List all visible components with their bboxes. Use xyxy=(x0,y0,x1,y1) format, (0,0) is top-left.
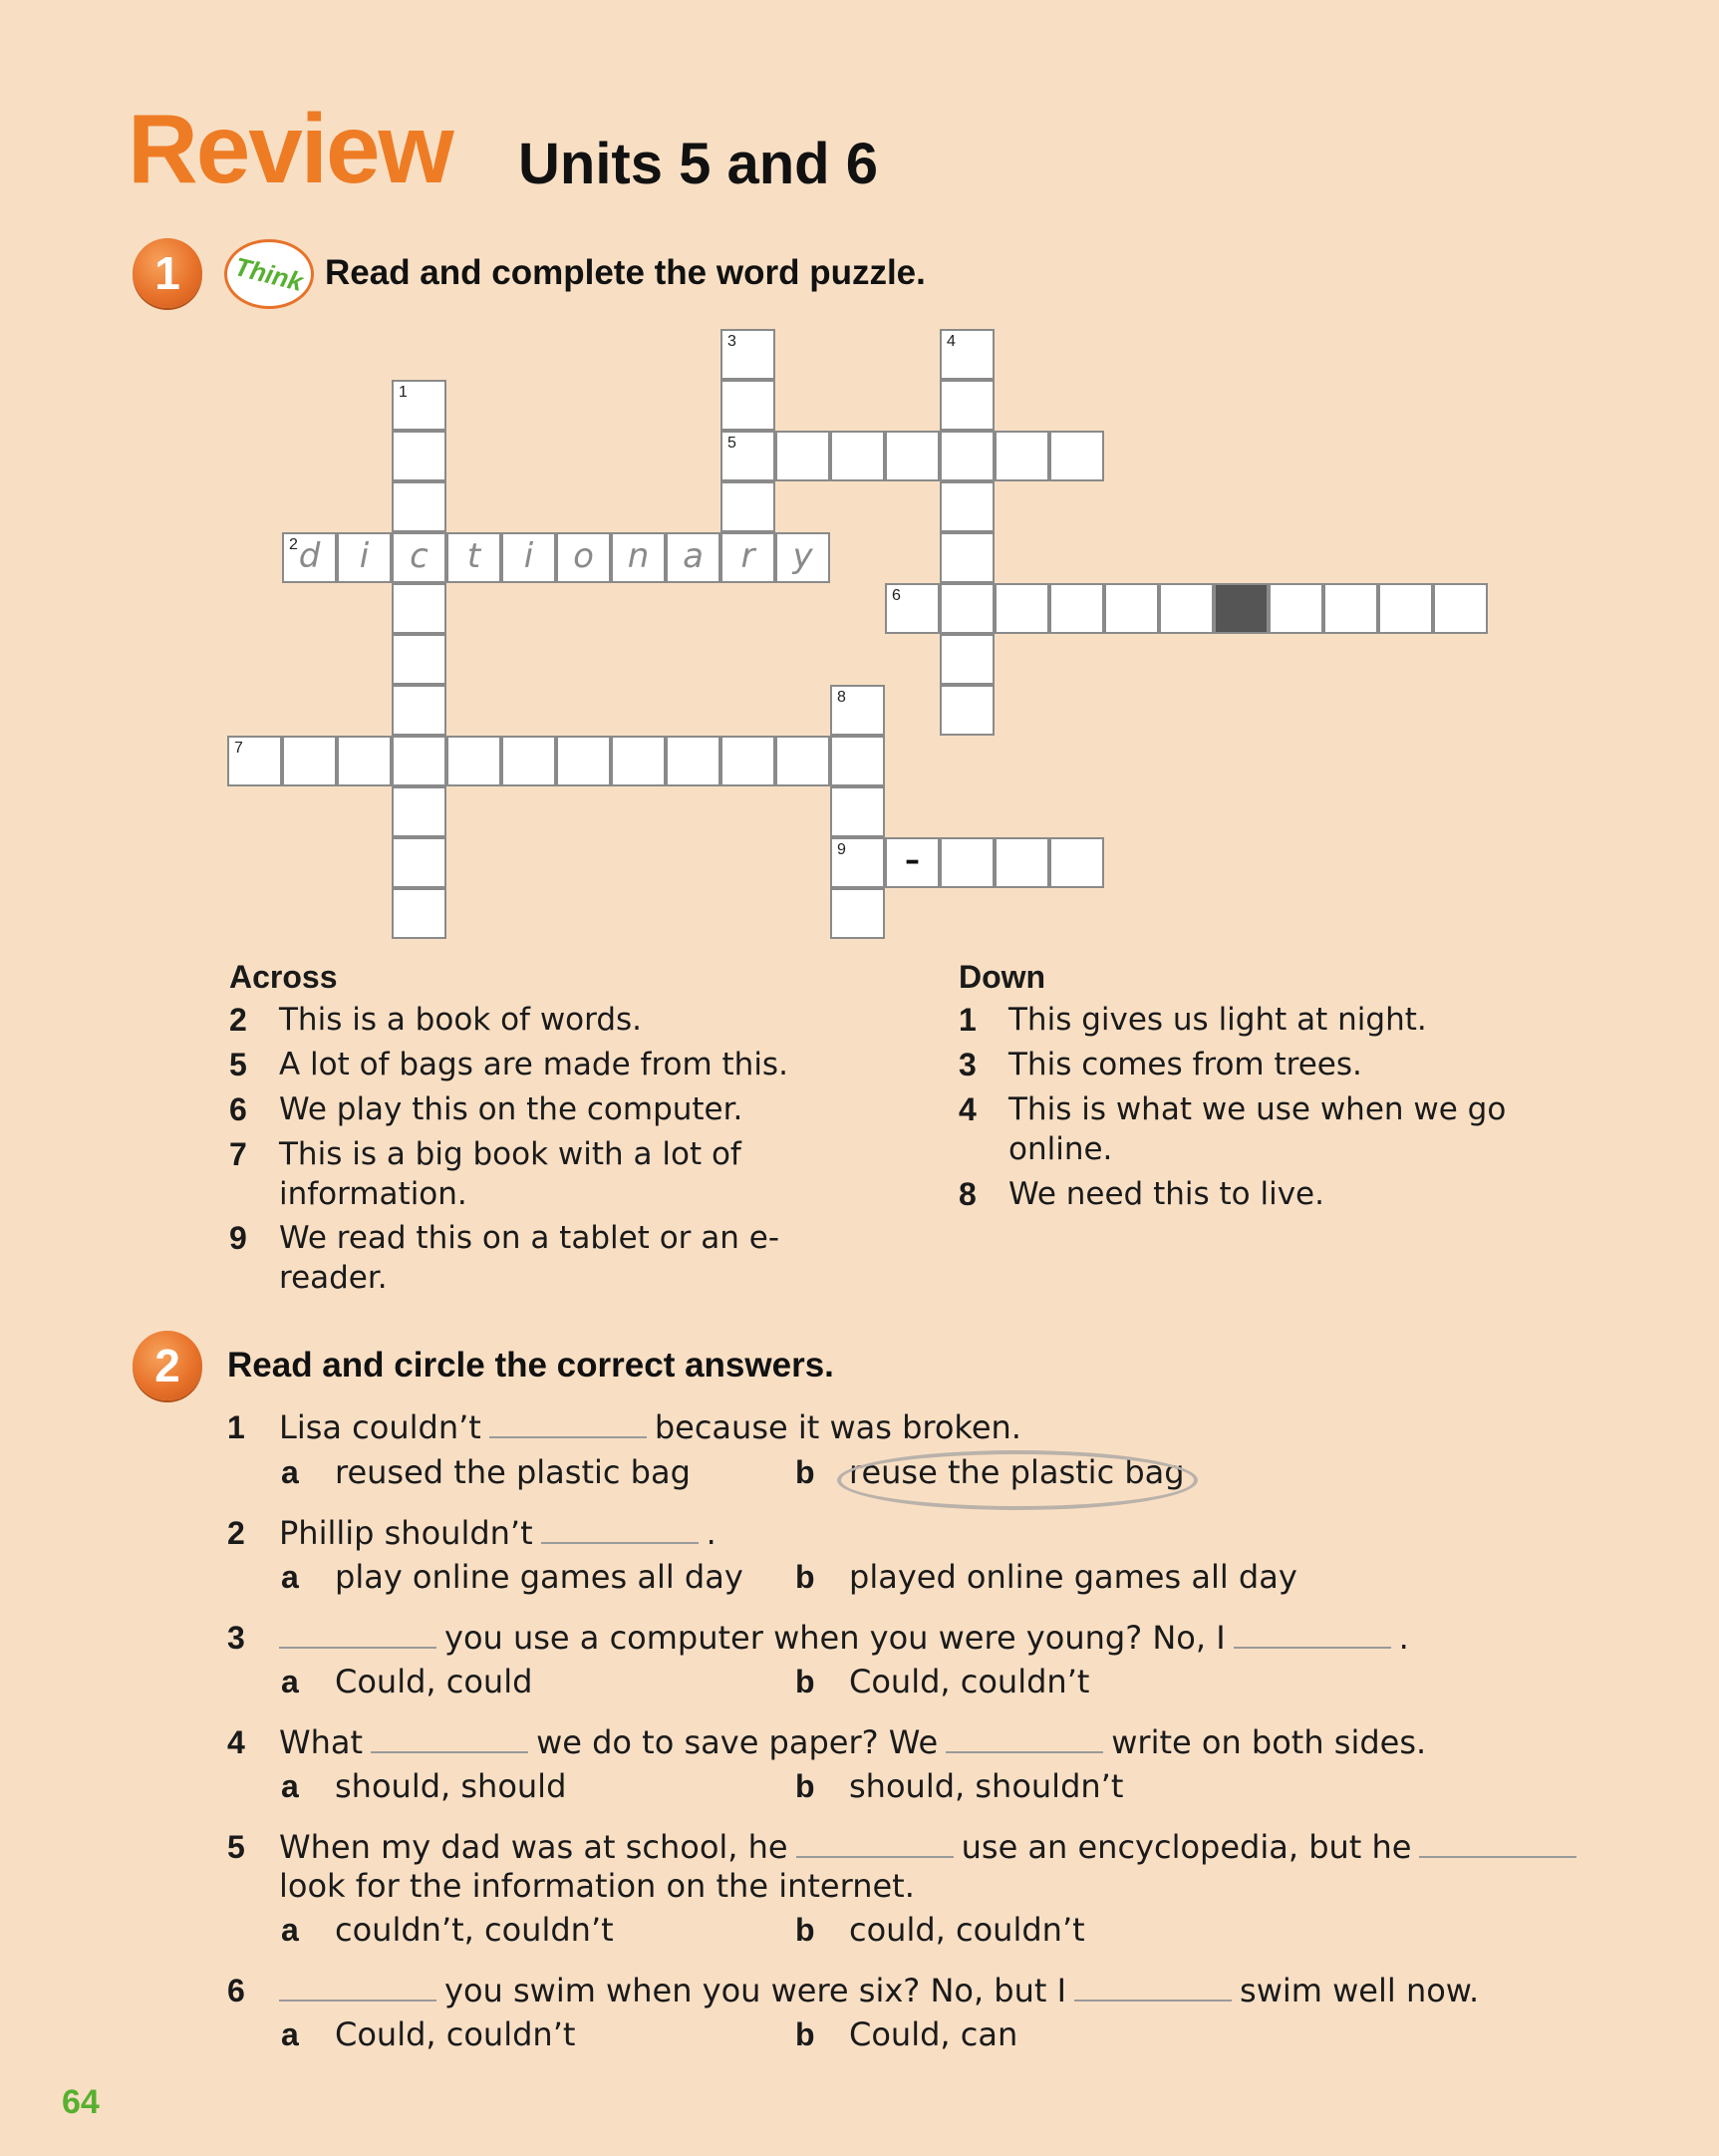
option-letter: b xyxy=(795,1912,815,1948)
crossword-cell[interactable] xyxy=(940,634,995,685)
question-number: 2 xyxy=(227,1515,245,1551)
exercise-1-instruction: Read and complete the word puzzle. xyxy=(325,253,926,292)
crossword-cell[interactable] xyxy=(940,380,995,431)
crossword-cell[interactable] xyxy=(392,837,446,888)
clue-text: This is a big book with a lot of information. xyxy=(279,1136,741,1212)
question xyxy=(227,1618,1409,1658)
crossword-cell[interactable] xyxy=(392,583,446,634)
crossword-cell[interactable] xyxy=(1049,837,1104,888)
crossword-letter: t xyxy=(466,536,481,576)
option-text: Could, couldn’t xyxy=(335,2015,576,2053)
option-letter: a xyxy=(281,1912,299,1948)
crossword-cell[interactable] xyxy=(337,736,392,786)
question-text: What xyxy=(279,1723,364,1761)
crossword-cell[interactable] xyxy=(556,532,611,583)
question-number: 6 xyxy=(227,1973,245,2008)
crossword-cell[interactable] xyxy=(775,736,830,786)
question-text: . xyxy=(1398,1619,1409,1657)
answer-blank[interactable] xyxy=(541,1542,699,1544)
crossword-cell[interactable] xyxy=(885,837,940,888)
option-text: Could, can xyxy=(849,2015,1018,2053)
clue-text: We play this on the computer. xyxy=(279,1091,743,1127)
crossword-cell[interactable] xyxy=(1159,583,1214,634)
question xyxy=(227,1722,1426,1762)
option-text: Could, couldn’t xyxy=(849,1663,1090,1700)
crossword-cell[interactable] xyxy=(282,532,337,583)
across-heading: Across xyxy=(229,959,338,995)
crossword-cell[interactable] xyxy=(392,685,446,736)
crossword-cell[interactable] xyxy=(392,786,446,837)
clue-text: This is a book of words. xyxy=(279,1002,643,1038)
crossword-cell[interactable] xyxy=(830,888,885,939)
answer-blank[interactable] xyxy=(279,1647,436,1649)
crossword-cell[interactable] xyxy=(1323,583,1378,634)
crossword-cell[interactable] xyxy=(337,532,392,583)
answer-blank[interactable] xyxy=(489,1436,647,1438)
crossword-cell[interactable] xyxy=(1049,431,1104,481)
crossword-clue-number: 7 xyxy=(234,740,243,757)
exercise-1-number: 1 xyxy=(133,238,202,308)
crossword-cell[interactable] xyxy=(885,431,940,481)
question-number: 4 xyxy=(227,1724,245,1760)
question-number: 3 xyxy=(227,1620,245,1656)
units-subtitle: Units 5 and 6 xyxy=(518,132,878,196)
question-text: swim well now. xyxy=(1240,1972,1480,2009)
clue-text: This is what we use when we go online. xyxy=(1008,1091,1507,1167)
question-continuation: look for the information on the internet. xyxy=(279,1867,915,1905)
option-letter: a xyxy=(281,1454,299,1490)
clue-number: 8 xyxy=(959,1176,977,1212)
question-text: Lisa couldn’t xyxy=(279,1408,481,1446)
crossword-cell[interactable] xyxy=(775,431,830,481)
clue-number: 4 xyxy=(959,1091,977,1127)
clue-text: A lot of bags are made from this. xyxy=(279,1047,788,1082)
crossword-blocked-cell xyxy=(1214,583,1269,634)
option-letter: a xyxy=(281,1664,299,1699)
crossword-cell[interactable] xyxy=(720,329,775,380)
crossword-cell[interactable] xyxy=(1433,583,1488,634)
exercise-2-instruction: Read and circle the correct answers. xyxy=(227,1346,834,1385)
question xyxy=(227,1513,716,1553)
clue-text: We read this on a tablet or an e-reader. xyxy=(279,1220,780,1296)
clue-text: We need this to live. xyxy=(1008,1176,1324,1212)
crossword-letter: r xyxy=(740,536,755,576)
crossword-cell[interactable] xyxy=(1378,583,1433,634)
crossword-cell[interactable] xyxy=(830,837,885,888)
crossword-cell[interactable] xyxy=(720,431,775,481)
clue-number: 2 xyxy=(229,1002,247,1038)
down-clue xyxy=(959,1089,1557,1169)
crossword-letter: i xyxy=(359,536,370,576)
across-clue xyxy=(229,1218,787,1298)
question-text: you swim when you were six? No, but I xyxy=(444,1972,1067,2009)
crossword-cell[interactable] xyxy=(392,481,446,532)
crossword-cell[interactable] xyxy=(392,380,446,431)
crossword-clue-number: 5 xyxy=(727,435,736,452)
question xyxy=(227,1971,1479,2010)
question-text: use an encyclopedia, but he xyxy=(961,1828,1412,1866)
crossword-cell[interactable] xyxy=(446,532,501,583)
option-letter: b xyxy=(795,1768,815,1804)
clue-number: 5 xyxy=(229,1047,247,1082)
option-text: couldn’t, couldn’t xyxy=(335,1911,614,1949)
crossword-cell[interactable] xyxy=(1104,583,1159,634)
down-clue xyxy=(959,1174,1557,1214)
crossword-cell[interactable] xyxy=(556,736,611,786)
crossword-cell[interactable] xyxy=(830,786,885,837)
question xyxy=(227,1407,1021,1447)
crossword-cell[interactable] xyxy=(940,685,995,736)
crossword-clue-number: 1 xyxy=(399,384,408,401)
crossword-cell[interactable] xyxy=(227,736,282,786)
crossword-cell[interactable] xyxy=(392,431,446,481)
crossword-cell[interactable] xyxy=(720,532,775,583)
question-text: because it was broken. xyxy=(654,1408,1021,1446)
crossword-clue-number: 9 xyxy=(837,841,846,858)
crossword-cell[interactable] xyxy=(1269,583,1323,634)
crossword-cell[interactable] xyxy=(501,736,556,786)
crossword-cell[interactable] xyxy=(611,736,666,786)
crossword-cell[interactable] xyxy=(940,481,995,532)
clue-number: 6 xyxy=(229,1091,247,1127)
across-clue xyxy=(229,1089,867,1129)
answer-blank[interactable] xyxy=(1074,2000,1232,2002)
crossword-cell[interactable] xyxy=(940,837,995,888)
across-clue xyxy=(229,1134,787,1214)
crossword-letter: c xyxy=(410,536,429,576)
across-clue xyxy=(229,1045,867,1084)
crossword-cell[interactable] xyxy=(830,431,885,481)
answer-blank[interactable] xyxy=(1419,1856,1576,1858)
option-letter: a xyxy=(281,2016,299,2052)
crossword-letter: d xyxy=(298,536,321,576)
crossword-cell[interactable] xyxy=(940,431,995,481)
clue-number: 9 xyxy=(229,1220,247,1256)
crossword-cell[interactable] xyxy=(720,380,775,431)
option-letter: b xyxy=(795,1664,815,1699)
crossword-cell[interactable] xyxy=(392,888,446,939)
option-text: played online games all day xyxy=(849,1558,1297,1596)
question-number: 5 xyxy=(227,1829,245,1865)
option-letter: a xyxy=(281,1559,299,1595)
option-letter: b xyxy=(795,2016,815,2052)
crossword-clue-number: 8 xyxy=(837,689,846,706)
crossword-cell[interactable] xyxy=(995,431,1049,481)
option-text: should, should xyxy=(335,1767,567,1805)
crossword-cell[interactable] xyxy=(501,532,556,583)
crossword-cell[interactable] xyxy=(940,583,995,634)
option-letter: b xyxy=(795,1454,815,1490)
answer-blank[interactable] xyxy=(1234,1647,1391,1649)
option-text: play online games all day xyxy=(335,1558,743,1596)
down-clue xyxy=(959,1045,1557,1084)
question-text: we do to save paper? We xyxy=(536,1723,939,1761)
think-badge-label: Think xyxy=(231,250,307,297)
option-text: reuse the plastic bag xyxy=(849,1453,1185,1491)
answer-blank[interactable] xyxy=(796,1856,954,1858)
crossword-clue-number: 4 xyxy=(947,333,956,350)
question-number: 1 xyxy=(227,1409,245,1445)
answer-circle xyxy=(837,1450,1198,1510)
crossword-cell[interactable] xyxy=(995,837,1049,888)
page-number: 64 xyxy=(62,2083,100,2121)
crossword-cell[interactable] xyxy=(885,583,940,634)
clue-number: 3 xyxy=(959,1047,977,1082)
answer-blank[interactable] xyxy=(279,2000,436,2002)
crossword-cell[interactable] xyxy=(830,685,885,736)
crossword-cell[interactable] xyxy=(611,532,666,583)
question-text: . xyxy=(706,1514,716,1552)
crossword-cell[interactable] xyxy=(995,583,1049,634)
crossword-clue-number: 3 xyxy=(727,333,736,350)
option-text: reused the plastic bag xyxy=(335,1453,691,1491)
crossword-cell[interactable] xyxy=(1049,583,1104,634)
crossword-letter: a xyxy=(683,536,704,576)
crossword-letter: i xyxy=(523,536,534,576)
crossword-letter: o xyxy=(573,536,594,576)
crossword-hyphen: – xyxy=(905,843,920,878)
clue-text: This gives us light at night. xyxy=(1008,1002,1427,1038)
crossword-cell[interactable] xyxy=(282,736,337,786)
option-letter: a xyxy=(281,1768,299,1804)
question xyxy=(227,1827,1584,1867)
answer-blank[interactable] xyxy=(946,1751,1103,1753)
crossword-cell[interactable] xyxy=(392,634,446,685)
crossword-letter: n xyxy=(627,536,650,576)
question-text: Phillip shouldn’t xyxy=(279,1514,533,1552)
crossword-clue-number: 2 xyxy=(289,536,298,553)
answer-blank[interactable] xyxy=(371,1751,528,1753)
exercise-2-number: 2 xyxy=(133,1331,202,1400)
crossword-puzzle xyxy=(0,0,1719,957)
option-letter: b xyxy=(795,1559,815,1595)
down-clue xyxy=(959,1000,1557,1040)
crossword-cell[interactable] xyxy=(940,532,995,583)
crossword-cell[interactable] xyxy=(446,736,501,786)
crossword-cell[interactable] xyxy=(720,481,775,532)
crossword-cell[interactable] xyxy=(666,736,720,786)
crossword-cell[interactable] xyxy=(830,736,885,786)
crossword-cell[interactable] xyxy=(720,736,775,786)
option-text: Could, could xyxy=(335,1663,533,1700)
option-text: could, couldn’t xyxy=(849,1911,1085,1949)
crossword-letter: y xyxy=(792,536,813,576)
clue-number: 7 xyxy=(229,1136,247,1172)
crossword-cell[interactable] xyxy=(666,532,720,583)
crossword-clue-number: 6 xyxy=(892,587,901,604)
clue-number: 1 xyxy=(959,1002,977,1038)
option-text: should, shouldn’t xyxy=(849,1767,1124,1805)
crossword-cell[interactable] xyxy=(392,736,446,786)
crossword-cell[interactable] xyxy=(940,329,995,380)
question-text: When my dad was at school, he xyxy=(279,1828,788,1866)
question-text: you use a computer when you were young? No, I xyxy=(444,1619,1226,1657)
down-heading: Down xyxy=(959,959,1046,995)
across-clue xyxy=(229,1000,867,1040)
clue-text: This comes from trees. xyxy=(1008,1047,1362,1082)
review-title: Review xyxy=(128,94,452,203)
question-text: write on both sides. xyxy=(1111,1723,1427,1761)
crossword-cell[interactable] xyxy=(392,532,446,583)
crossword-cell[interactable] xyxy=(775,532,830,583)
